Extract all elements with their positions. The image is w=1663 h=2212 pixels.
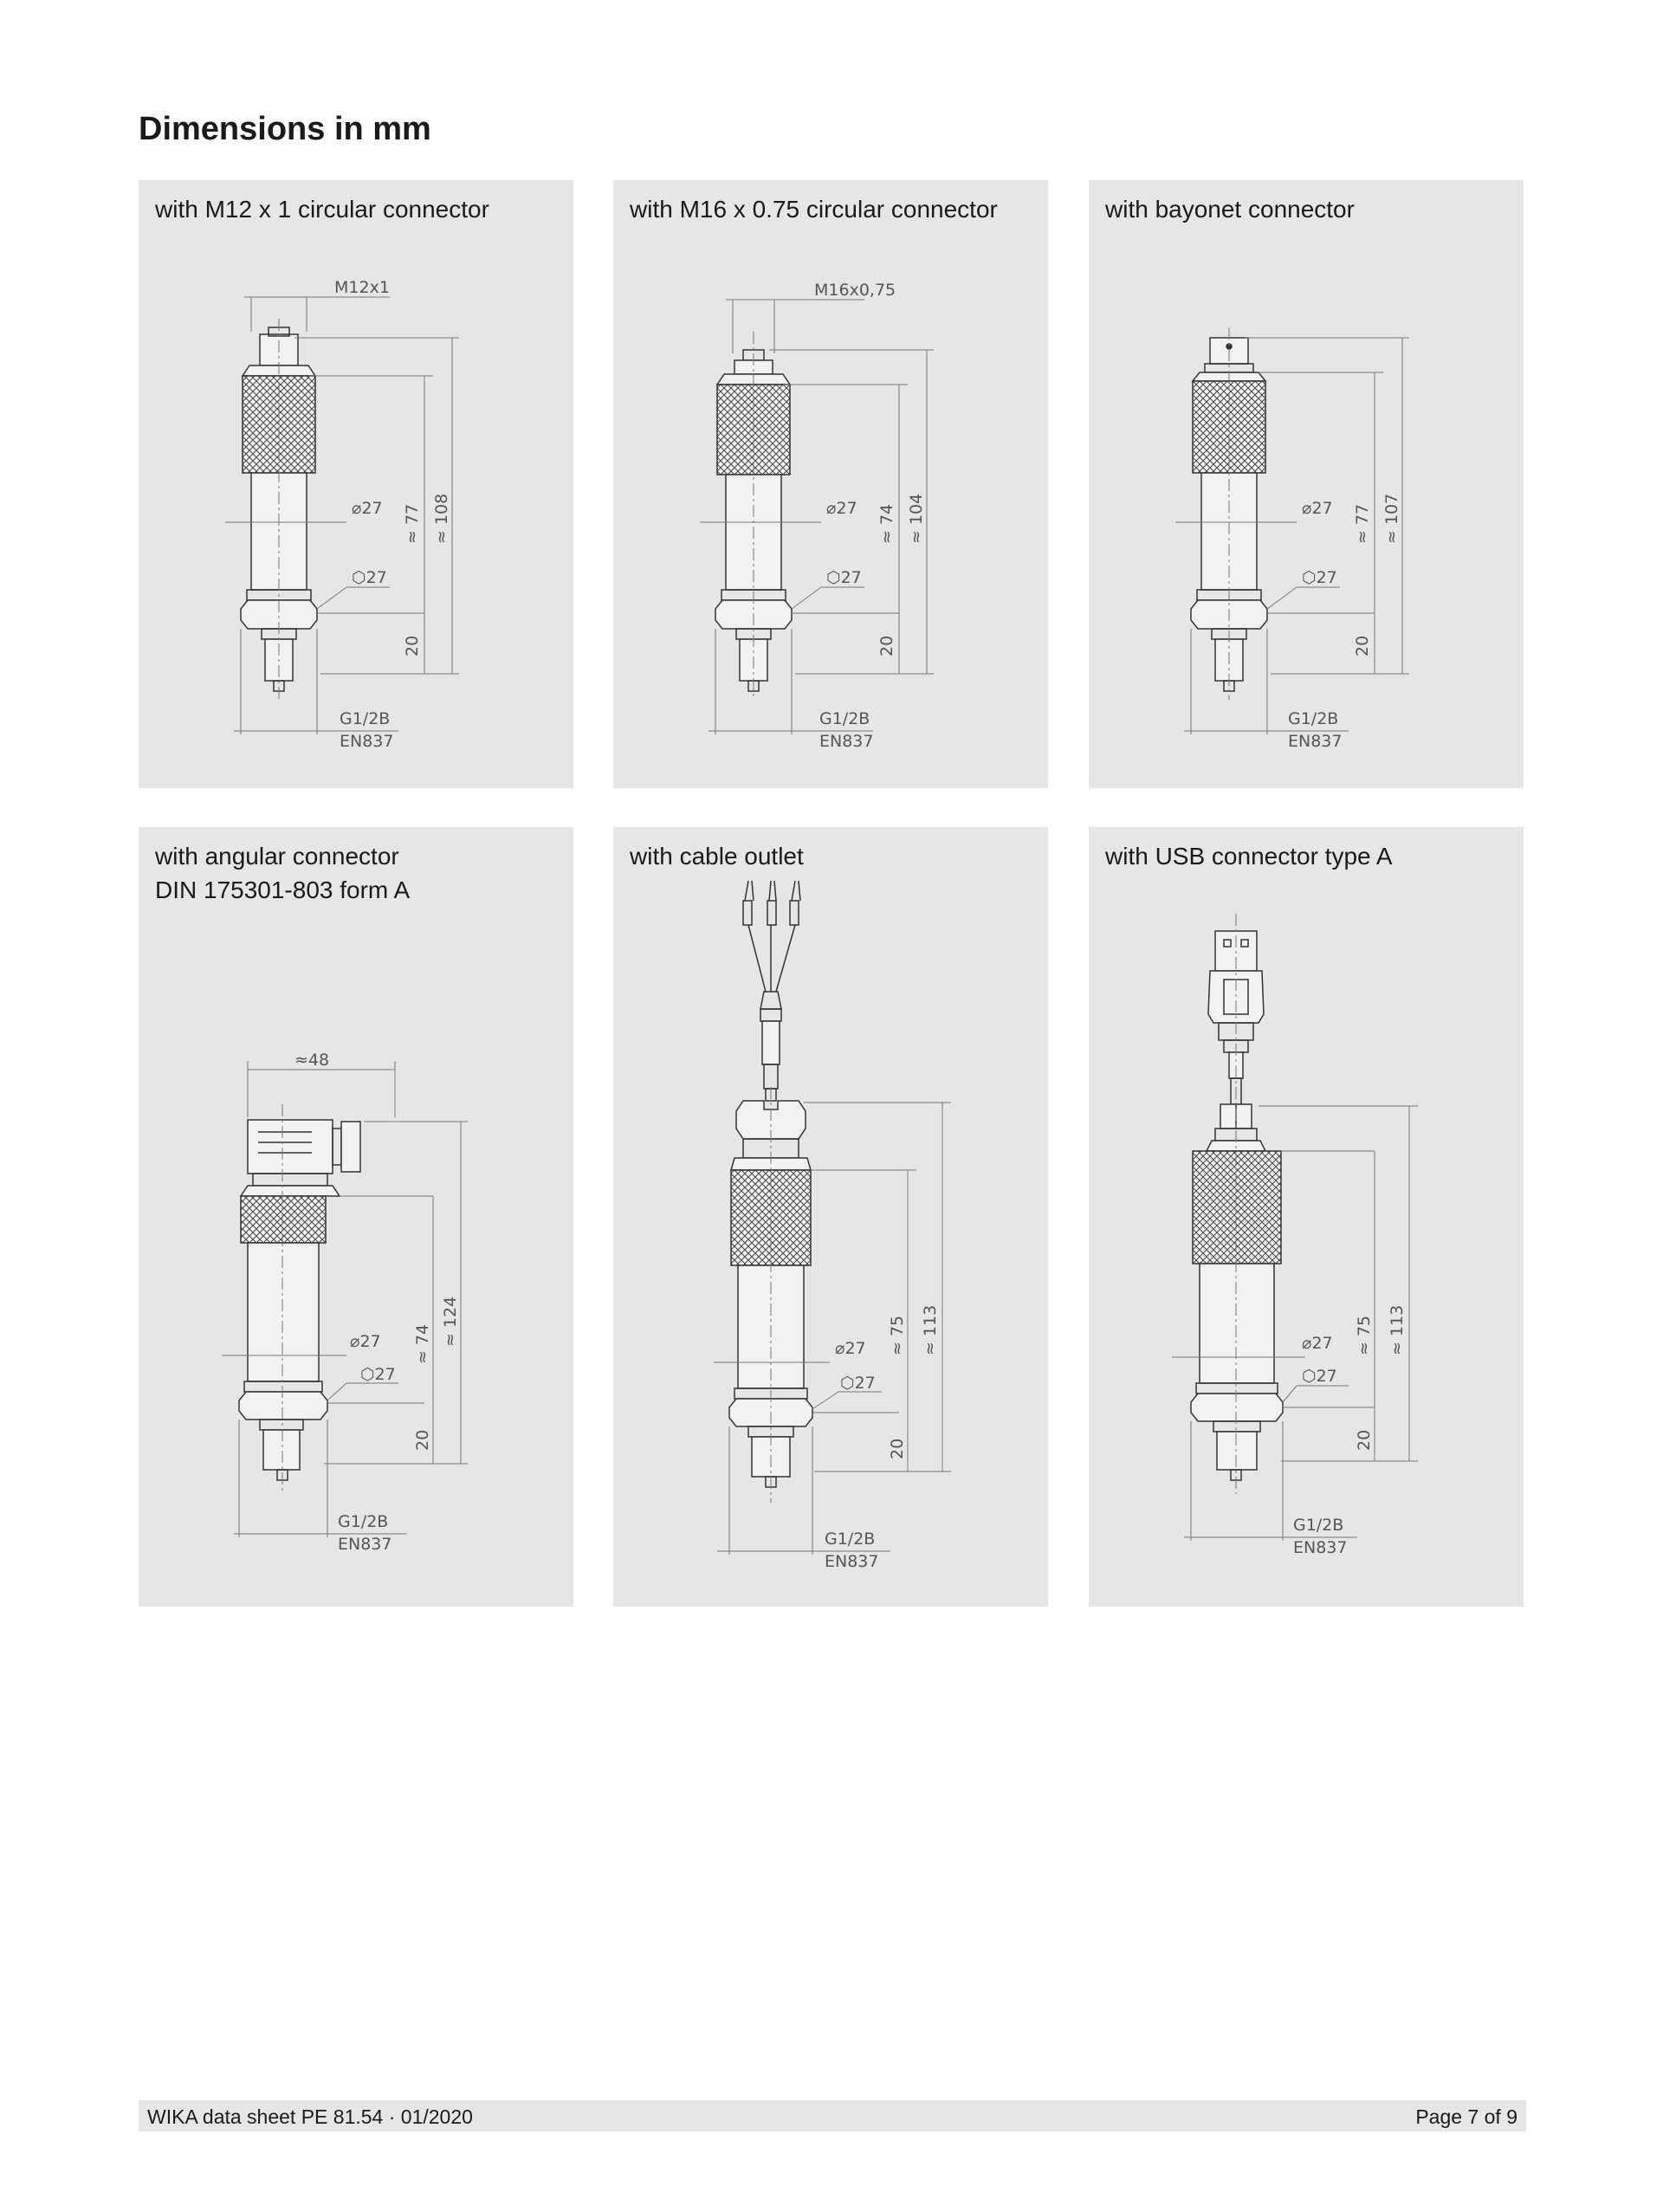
panel-m16-connector — [613, 180, 1048, 788]
thread-size-label: M16x0,75 — [814, 281, 896, 300]
page-footer — [139, 2100, 1526, 2131]
panel-caption: with M16 x 0.75 circular connector — [630, 196, 998, 223]
height-base-label: 20 — [1355, 1429, 1374, 1451]
diameter-label: ⌀27 — [352, 499, 383, 518]
hex-size-label: ⬡27 — [352, 568, 387, 587]
height-short-label: ≈ 74 — [413, 1323, 432, 1364]
panel-caption: with USB connector type A — [1105, 843, 1393, 870]
height-short-label: ≈ 74 — [877, 503, 896, 544]
standard-label: EN837 — [1288, 732, 1343, 751]
page-title: Dimensions in mm — [139, 111, 431, 147]
height-base-label: 20 — [888, 1438, 907, 1459]
panel-caption: with angular connector DIN 175301-803 form A — [155, 843, 411, 903]
hex-size-label: ⬡27 — [1302, 1367, 1337, 1386]
drawing-angular-connector — [139, 827, 573, 1607]
hex-size-label: ⬡27 — [1302, 568, 1337, 587]
panel-caption: with cable outlet — [630, 843, 804, 870]
process-connection-label: G1/2B — [340, 709, 391, 728]
height-base-label: 20 — [403, 635, 422, 656]
standard-label: EN837 — [825, 1552, 879, 1571]
datasheet-reference: WIKA data sheet PE 81.54 · 01/2020 — [147, 2105, 473, 2128]
panel-caption: with M12 x 1 circular connector — [155, 196, 489, 223]
standard-label: EN837 — [819, 732, 874, 751]
panel-angular-connector — [139, 827, 573, 1607]
process-connection-label: G1/2B — [819, 709, 870, 728]
process-connection-label: G1/2B — [825, 1530, 876, 1549]
height-long-label: ≈ 108 — [432, 493, 451, 544]
drawing-usb-connector — [1089, 827, 1524, 1607]
page-number: Page 7 of 9 — [1415, 2105, 1517, 2128]
height-long-label: ≈ 113 — [921, 1304, 940, 1355]
hex-size-label: ⬡27 — [826, 568, 862, 587]
diameter-label: ⌀27 — [1302, 499, 1333, 518]
height-long-label: ≈ 124 — [441, 1296, 460, 1347]
height-long-label: ≈ 113 — [1388, 1304, 1407, 1355]
drawing-m12-connector — [139, 180, 573, 788]
diameter-label: ⌀27 — [1302, 1334, 1333, 1353]
height-short-label: ≈ 75 — [888, 1315, 907, 1355]
standard-label: EN837 — [338, 1535, 392, 1554]
standard-label: EN837 — [340, 732, 394, 751]
standard-label: EN837 — [1293, 1538, 1348, 1557]
height-short-label: ≈ 77 — [1353, 503, 1372, 544]
panel-bayonet-connector — [1089, 180, 1524, 788]
height-base-label: 20 — [877, 635, 896, 656]
width-label: ≈48 — [294, 1051, 330, 1070]
panel-m12-connector — [139, 180, 573, 788]
height-short-label: ≈ 75 — [1355, 1315, 1374, 1355]
drawing-cable-outlet — [613, 827, 1048, 1607]
hex-size-label: ⬡27 — [360, 1365, 396, 1384]
height-short-label: ≈ 77 — [403, 503, 422, 544]
process-connection-label: G1/2B — [1293, 1516, 1344, 1535]
height-base-label: 20 — [1353, 635, 1372, 656]
thread-size-label: M12x1 — [334, 278, 390, 297]
hex-size-label: ⬡27 — [840, 1374, 876, 1393]
drawing-m16-connector — [613, 180, 1048, 788]
diameter-label: ⌀27 — [826, 499, 857, 518]
panel-cable-outlet — [613, 827, 1048, 1607]
height-long-label: ≈ 104 — [907, 493, 926, 544]
panel-caption: with bayonet connector — [1105, 196, 1355, 223]
diameter-label: ⌀27 — [835, 1339, 866, 1358]
diameter-label: ⌀27 — [350, 1332, 381, 1351]
panel-usb-connector — [1089, 827, 1524, 1607]
process-connection-label: G1/2B — [338, 1512, 389, 1531]
height-base-label: 20 — [413, 1429, 432, 1451]
drawing-bayonet-connector — [1089, 180, 1524, 788]
process-connection-label: G1/2B — [1288, 709, 1339, 728]
height-long-label: ≈ 107 — [1382, 493, 1401, 544]
